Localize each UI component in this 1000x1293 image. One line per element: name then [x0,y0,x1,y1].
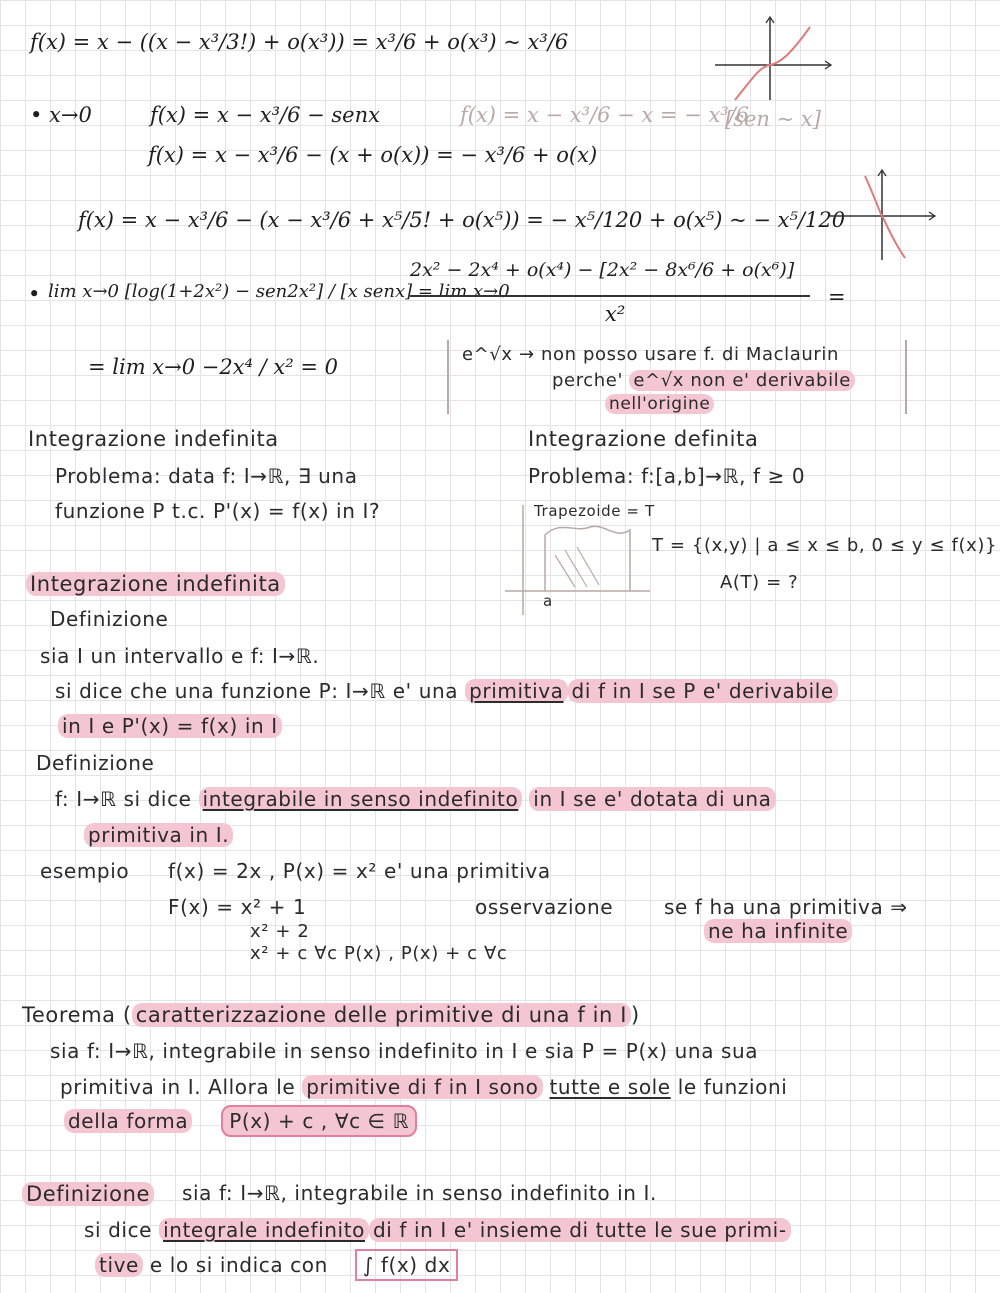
def2-text-c: in I se e' dotata di una [529,787,775,811]
trapezoide-set: T = {(x,y) | a ≤ x ≤ b, 0 ≤ y ≤ f(x)} [652,535,997,556]
problem-indef-1: Problema: data f: I→ℝ, ∃ una [55,464,358,488]
teo-della-forma: della forma [64,1109,192,1133]
definition-2-title: Definizione [36,751,155,775]
definition-3-line-3 [95,1254,458,1277]
limit-result: = lim x→0 −2x⁴ / x² = 0 [88,355,338,379]
note-highlight: e^√x non e' derivabile [629,370,855,391]
x-to-zero: • x→0 [30,103,92,127]
primitiva-term: primitiva [465,679,567,703]
def3-title-text: Definizione [22,1182,154,1206]
example-line-1: f(x) = 2x , P(x) = x² e' una primitiva [168,859,551,883]
def3-text-b: e lo si indica con [149,1253,328,1277]
limit-equals: = [828,285,846,309]
teo-text-d: le funzioni [677,1075,788,1099]
definition-2-line-2 [84,824,233,847]
fraction-bar [410,295,810,297]
observation-label: osservazione [475,895,614,919]
limit-numerator: 2x² − 2x⁴ + o(x⁴) − [2x² − 8x⁶/6 + o(x⁶)] [410,259,795,281]
note-line-3 [605,395,714,415]
observation-line-1: se f ha una primitiva ⇒ [664,895,908,919]
limit-bullet: • [28,282,41,306]
f-sen-grey: f(x) = x − x³/6 − x = − x³/6 [460,103,750,127]
teo-text-a: primitiva in I. Allora le [60,1075,296,1099]
definition-1-title: Definizione [50,607,169,631]
integrabile-term: integrabile in senso indefinito [199,787,523,811]
observation-line-2 [704,920,852,943]
def1-text-a: si dice che una funzione P: I→ℝ e' una [55,679,459,703]
teo-tutte-sole: tutte e sole [549,1075,671,1099]
note-origin: nell'origine [605,394,714,414]
definition-1-line-3 [58,715,282,738]
note-line-1: e^√x → non posso usare f. di Maclaurin [462,344,840,365]
def3-text-c: di f in I e' insieme di tutte le sue primi- [369,1218,791,1242]
definition-1-line-1: sia I un intervallo e f: I→ℝ. [40,644,320,668]
definition-2-line-1 [55,788,776,811]
def2-line2-text: primitiva in I. [84,823,233,847]
def1-text-c: di f in I se P e' derivabile [568,679,838,703]
f-sen-line: f(x) = x − x³/6 − senx [150,103,380,127]
f-sen-line-3: f(x) = x − x³/6 − (x − x³/6 + x⁵/5! + o(x⁵)) = − x⁵/120 + o(x⁵) ~ − x⁵/120 [78,208,846,232]
theorem-heading [22,1003,640,1027]
f-sen-line-2: f(x) = x − x³/6 − (x + o(x)) = − x³/6 + o(x) [148,143,598,167]
def2-text-a: f: I→ℝ si dice [55,787,192,811]
quintic-graph-icon [830,168,940,263]
expansion-line: f(x) = x − ((x − x³/3!) + o(x³)) = x³/6 + o(x³) ~ x³/6 [30,30,569,54]
theorem-close: ) [631,1003,640,1027]
definition-1-line-2 [55,680,838,703]
example-line-4: x² + c ∀c P(x) , P(x) + c ∀c [250,943,508,964]
theorem-line-2 [60,1076,787,1099]
section-indefinite-text: Integrazione indefinita [26,572,285,596]
integral-notation-box: ∫ f(x) dx [355,1249,459,1281]
theorem-line-1: sia f: I→ℝ, integrabile in senso indefinito in I e sia P = P(x) una sua [50,1039,759,1063]
theorem-line-3 [64,1110,417,1133]
integrale-indefinito-term: integrale indefinito [159,1218,369,1242]
section-indefinite [26,572,285,596]
example-label: esempio [40,859,130,883]
problem-indef-2: funzione P t.c. P'(x) = f(x) in I? [55,499,381,523]
example-line-2: F(x) = x² + 1 [168,895,307,919]
definition-3-line-2 [84,1219,791,1242]
definition-3-line-1: sia f: I→ℝ, integrabile in senso indefinito in I. [182,1181,657,1205]
area-question: A(T) = ? [720,572,799,593]
def1-line3-text: in I e P'(x) = f(x) in I [58,714,282,738]
sen-equivalence: [sen ~ x] [725,107,821,131]
problem-def: Problema: f:[a,b]→ℝ, f ≥ 0 [528,464,806,488]
def3-tive: tive [95,1253,143,1277]
axis-a-label: a [543,592,553,610]
teo-primitive: primitive di f in I sono [302,1075,542,1099]
trapezoid-sketch-icon [505,502,655,615]
theorem-title: caratterizzazione delle primitive di una f in I [132,1003,631,1027]
def3-text-a: si dice [84,1218,153,1242]
example-line-3: x² + 2 [250,921,310,942]
teo-formula-box: P(x) + c , ∀c ∈ ℝ [221,1105,417,1137]
limit-denominator: x² [605,302,626,326]
cubic-graph-icon [715,15,835,110]
theorem-label: Teorema ( [22,1003,132,1027]
note-line-2 [552,371,855,392]
limit-expression: lim x→0 [log(1+2x²) − sen2x²] / [x senx] = lim x→0 [48,281,510,302]
observation-highlight: ne ha infinite [704,919,852,943]
note-perche: perche' [552,370,624,391]
definition-3-title [22,1182,154,1206]
trapezoide-label: Trapezoide = T [534,502,655,520]
heading-indefinite: Integrazione indefinita [28,427,279,451]
heading-definite: Integrazione definita [528,427,759,451]
